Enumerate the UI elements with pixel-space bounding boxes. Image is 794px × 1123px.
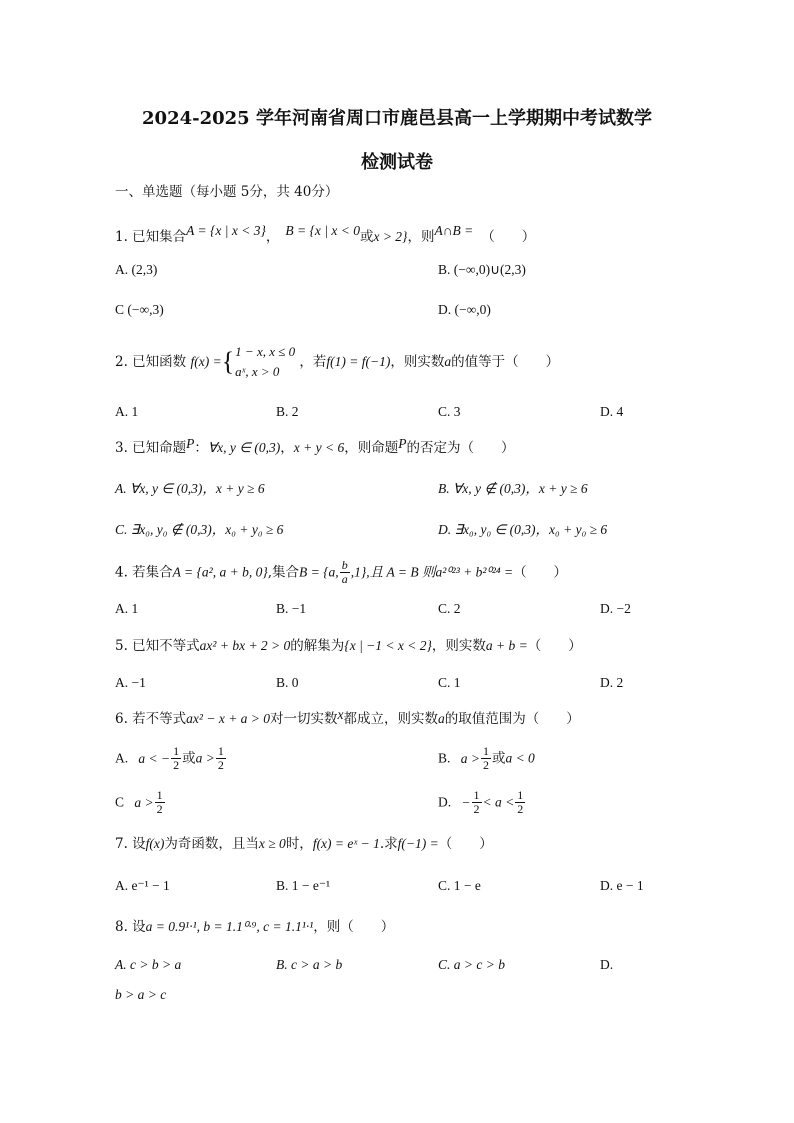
q1-sep: ，: [265, 229, 280, 245]
q6-a-expr1: a < −: [138, 750, 171, 766]
q7-cond: x ≥ 0: [258, 836, 286, 851]
q2-option-c: C. 3: [438, 404, 461, 419]
question-8: [115, 918, 394, 936]
q2-mid: ，若: [299, 354, 327, 370]
q4-option-b: B. −1: [276, 601, 307, 616]
q4-set-b-post: ,1}: [350, 564, 367, 580]
q7-expr: f(−1) =: [397, 836, 439, 851]
q7-def: f(x) = eˣ − 1: [312, 836, 380, 851]
q6-a-label: A.: [115, 750, 129, 766]
q5-paren: （ ）: [527, 638, 582, 654]
document-title-line2: 检测试卷: [361, 152, 433, 173]
q3-post: ，则命题: [344, 440, 399, 456]
q4-set-b-pre: B = {a,: [299, 564, 339, 580]
q2-brace: {: [221, 347, 235, 376]
q6-c-frac: [155, 789, 165, 816]
q8-option-c: C. a > c > b: [438, 957, 505, 972]
q6-mid: 对一切实数: [270, 711, 338, 727]
q7-fx: f(x): [145, 836, 165, 851]
q6-c-expr: a >: [134, 794, 154, 810]
q1-paren: （ ）: [481, 229, 536, 245]
q3-option-b: B. ∀x, y ∉ (0,3)，x + y ≥ 6: [438, 481, 588, 496]
question-6: [115, 707, 580, 728]
q6-stem: 6. 若不等式: [115, 711, 187, 727]
q5-mid: 的解集为: [290, 638, 345, 654]
q3-p2: P: [398, 436, 407, 451]
q1-option-d: D. (−∞,0): [438, 302, 491, 317]
question-2: [115, 342, 559, 382]
q8-option-a: A. c > b > a: [115, 957, 182, 972]
question-7: [115, 835, 493, 853]
q6-b-frac: [481, 745, 491, 772]
q6-b-expr2: a < 0: [505, 750, 535, 766]
q4-stem: 4. 若集合: [115, 564, 173, 581]
q6-b-or: 或: [491, 750, 506, 767]
frac-num: 1: [473, 788, 480, 802]
q4-cond: ,且 A = B 则: [366, 564, 436, 580]
q1-post: ，则: [407, 229, 435, 245]
q3-ineq: x + y < 6: [293, 440, 345, 455]
q7-stem: 7. 设: [115, 836, 146, 852]
q6-a-frac1: [171, 745, 181, 772]
q3-sep: ，: [280, 440, 294, 456]
q5-option-b: B. 0: [276, 675, 299, 690]
question-5: [115, 637, 582, 655]
frac-den: 2: [517, 802, 524, 816]
q5-set: {x | −1 < x < 2}: [344, 638, 432, 653]
q5-option-d: D. 2: [600, 675, 624, 690]
frac-num: 1: [517, 788, 524, 802]
q6-b-expr1: a >: [460, 750, 480, 766]
frac-den: 2: [482, 758, 489, 772]
q1-set-b: B = {x | x < 0: [285, 223, 360, 238]
q3-cond: ∀x, y ∈ (0,3): [207, 440, 281, 455]
q6-d-frac1: [472, 789, 482, 816]
q1-stem: 1. 已知集合: [115, 229, 187, 245]
q6-a: a: [438, 711, 445, 726]
q1-expr: A∩B =: [434, 223, 474, 238]
q5-ineq: ax² + bx + 2 > 0: [199, 638, 291, 653]
q3-option-d: D. ∃x₀, y₀ ∈ (0,3)，x₀ + y₀ ≥ 6: [438, 522, 608, 537]
q2-post: ，则实数: [390, 354, 445, 370]
question-4: [115, 559, 567, 586]
q6-c-label: C: [115, 794, 125, 810]
q6-a-frac2: [216, 745, 226, 772]
q1-set-b2: x > 2}: [373, 229, 408, 244]
q6-mid2: 都成立，则实数: [343, 711, 439, 727]
q2-a: a: [444, 354, 452, 369]
q7-option-a: A. e⁻¹ − 1: [115, 878, 170, 893]
q6-d-mid: < a <: [482, 794, 515, 810]
q8-post: ，则（ ）: [313, 919, 395, 935]
q5-option-a: A. −1: [115, 675, 146, 690]
q3-option-a: A. ∀x, y ∈ (0,3)，x + y ≥ 6: [115, 481, 265, 496]
question-3: [115, 436, 515, 457]
q6-b-label: B.: [438, 750, 451, 766]
q1-option-a: A. (2,3): [115, 262, 158, 277]
q8-stem: 8. 设: [115, 919, 146, 935]
frac-num: 1: [156, 788, 163, 802]
q4-option-a: A. 1: [115, 601, 139, 616]
q5-option-c: C. 1: [438, 675, 461, 690]
q2-piece-1: 1 − x, x ≤ 0: [235, 344, 296, 359]
q2-stem: 2. 已知函数: [115, 354, 187, 370]
frac-num: 1: [173, 744, 180, 758]
q8-option-b: B. c > a > b: [276, 957, 343, 972]
q3-end: 的否定为（ ）: [406, 440, 515, 456]
q8-option-d-label: D.: [600, 957, 614, 972]
q8-option-d: b > a > c: [115, 987, 167, 1002]
frac-num: 1: [482, 744, 489, 758]
q4-mid: ,集合: [267, 564, 300, 581]
q5-expr: a + b =: [485, 638, 528, 653]
q3-stem: 3. 已知命题: [115, 440, 187, 456]
q6-x: x: [337, 707, 344, 722]
q2-option-a: A. 1: [115, 404, 139, 419]
q4-option-c: C. 2: [438, 601, 461, 616]
q3-p: P: [186, 436, 195, 451]
q3-colon: ：: [194, 440, 208, 456]
question-1: [115, 223, 536, 246]
q1-set-a: A = {x | x < 3}: [186, 223, 266, 238]
q6-ineq: ax² − x + a > 0: [186, 711, 271, 726]
q4-expr: a²⁰²³ + b²⁰²⁴ =: [435, 564, 514, 580]
q2-piece-2: aˣ, x > 0: [235, 364, 280, 379]
q6-a-expr2: a >: [195, 750, 215, 766]
q8-expr: a = 0.9¹·¹, b = 1.1⁰·⁹, c = 1.1¹·¹: [145, 919, 314, 934]
q4-option-d: D. −2: [600, 601, 631, 616]
q5-post: ，则实数: [431, 638, 486, 654]
q2-cond: f(1) = f(−1): [326, 354, 391, 369]
q1-or: 或: [359, 229, 374, 245]
q6-end: 的取值范围为（ ）: [444, 711, 580, 727]
q7-mid: 为奇函数，且当: [164, 836, 259, 852]
frac-den: 2: [217, 758, 224, 772]
q6-option-b: [438, 743, 535, 774]
q6-option-a: [115, 743, 227, 774]
q2-fx: f(x) =: [190, 354, 222, 369]
frac-num: 1: [217, 744, 224, 758]
frac-den: 2: [156, 802, 163, 816]
frac-den: 2: [473, 802, 480, 816]
q4-fraction: [340, 559, 350, 586]
section-heading: 一、单选题（每小题 5分，共 40分）: [115, 184, 339, 200]
q2-pieces: [235, 342, 295, 382]
q4-paren: （ ）: [513, 564, 568, 581]
q3-option-c: C. ∃x₀, y₀ ∉ (0,3)，x₀ + y₀ ≥ 6: [115, 522, 284, 537]
q6-option-c: [115, 787, 166, 818]
document-title-line1: 2024-2025 学年河南省周口市鹿邑县高一上学期期中考试数学: [142, 108, 652, 129]
q4-set-a: A = {a², a + b, 0}: [172, 564, 268, 580]
q2-option-b: B. 2: [276, 404, 299, 419]
q6-option-d: [438, 787, 526, 818]
frac-den: 2: [173, 758, 180, 772]
q7-mid2: 时，: [285, 836, 313, 852]
q4-frac-den: a: [341, 572, 348, 586]
q6-d-frac2: [515, 789, 525, 816]
q4-frac-num: b: [341, 558, 348, 572]
q7-paren: （ ）: [438, 836, 493, 852]
q5-stem: 5. 已知不等式: [115, 638, 200, 654]
q6-d-label: D.: [438, 794, 452, 810]
q1-option-c: C (−∞,3): [115, 302, 164, 317]
q6-a-or: 或: [182, 750, 196, 767]
q1-option-b: B. (−∞,0)∪(2,3): [438, 262, 526, 277]
q2-end: 的值等于（ ）: [451, 354, 560, 370]
q7-option-c: C. 1 − e: [438, 878, 481, 893]
q6-d-minus: −: [461, 794, 471, 810]
q2-option-d: D. 4: [600, 404, 624, 419]
q7-option-b: B. 1 − e⁻¹: [276, 878, 331, 893]
q7-option-d: D. e − 1: [600, 878, 644, 893]
q7-post: .求: [379, 836, 398, 852]
